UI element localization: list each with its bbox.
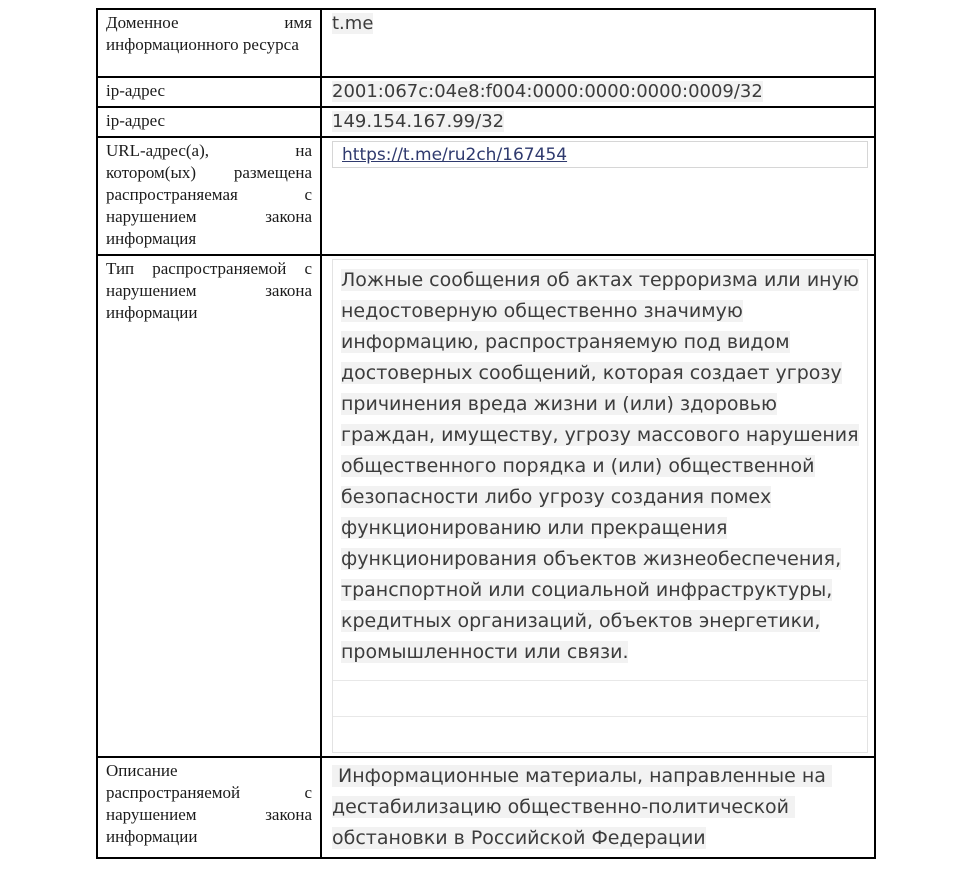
ipv6-value-cell xyxy=(321,77,875,107)
ip-label-1: ip-адрес xyxy=(97,77,321,107)
table-row-domain xyxy=(97,9,875,77)
url-label: URL-адрес(а), на котором(ых) размещена распространяемая с нарушением закона информация xyxy=(97,137,321,255)
description-value-cell xyxy=(321,757,875,858)
type-list-empty-item xyxy=(333,716,867,752)
ipv4-value: 149.154.167.99/32 xyxy=(332,111,505,132)
type-label: Тип распространяемой с нарушением закона информации xyxy=(97,255,321,757)
description-label: Описание распространяемой с нарушением закона информации xyxy=(97,757,321,858)
ipv6-value: 2001:067c:04e8:f004:0000:0000:0000:0009/32 xyxy=(332,81,763,102)
table-row-type xyxy=(97,255,875,757)
table-row-description xyxy=(97,757,875,858)
type-value: Ложные сообщения об актах терроризма или иную недостоверную общественно значимую информацию, распространяемую под видом достоверных сообщений, которая создает угрозу причинения вреда жизни и (или) здоровью граждан, имуществу, угрозу массового нарушения общественного порядка и (или) общественной безопасности либо угрозу создания помех функционированию или прекращения функционирования объектов жизнеобеспечения, транспортной или социальной инфраструктуры, кредитных организаций, объектов энергетики, промышленности или связи. xyxy=(341,269,859,663)
url-value-cell xyxy=(321,137,875,255)
type-value-cell xyxy=(321,255,875,757)
domain-value: t.me xyxy=(332,13,374,34)
table-row-url xyxy=(97,137,875,255)
domain-value-cell xyxy=(321,9,875,77)
table-row-ipv6 xyxy=(97,77,875,107)
url-link[interactable]: https://t.me/ru2ch/167454 xyxy=(342,144,568,165)
url-box xyxy=(332,141,868,168)
type-list xyxy=(332,259,868,753)
description-value: Информационные материалы, направленные на дестабилизацию общественно-политической обстановки в Российской Федерации xyxy=(332,765,832,849)
blocked-resource-table xyxy=(96,8,876,859)
domain-label: Доменное имя информационного ресурса xyxy=(97,9,321,77)
ip-label-2: ip-адрес xyxy=(97,107,321,137)
table-row-ipv4 xyxy=(97,107,875,137)
type-list-item xyxy=(333,260,867,680)
ipv4-value-cell xyxy=(321,107,875,137)
type-list-empty-item xyxy=(333,680,867,716)
